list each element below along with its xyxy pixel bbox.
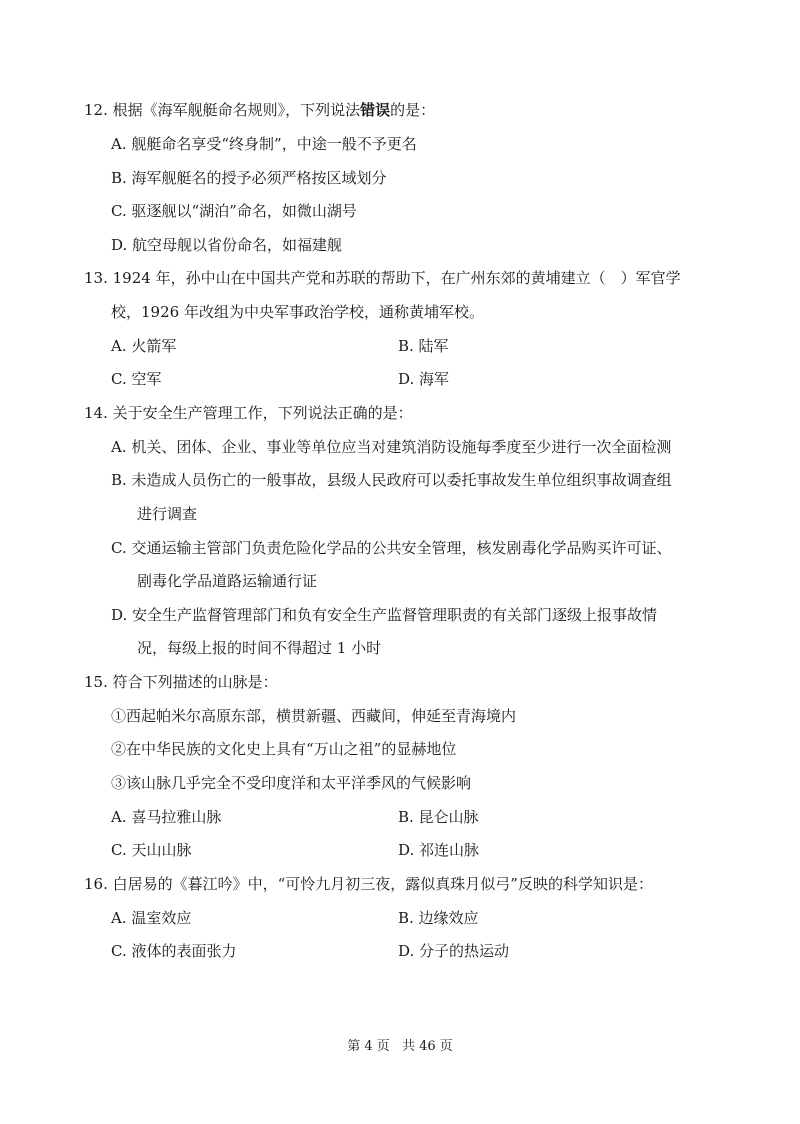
- question-14-option-c-line2: 剧毒化学品道路运输通行证: [137, 572, 318, 590]
- question-12-stem-prefix: 12. 根据《海军舰艇命名规则》，下列说法: [84, 101, 361, 119]
- page-footer: [0, 1038, 800, 1056]
- question-15-option-a: A. 喜马拉雅山脉: [111, 808, 222, 826]
- question-14-option-b-line1: B. 未造成人员伤亡的一般事故，县级人民政府可以委托事故发生单位组织事故调查组: [111, 471, 672, 489]
- question-12-stem-suffix: 的是：: [390, 101, 436, 119]
- question-14-option-d-line1: D. 安全生产监督管理部门和负有安全生产监督管理职责的有关部门逐级上报事故情: [111, 606, 658, 624]
- question-12-stem: [84, 100, 435, 120]
- question-16-option-d: D. 分子的热运动: [398, 942, 510, 960]
- question-15-item-2: ②在中华民族的文化史上具有“万山之祖”的显赫地位: [111, 740, 457, 758]
- question-12-option-b: B. 海军舰艇名的授予必须严格按区域划分: [111, 169, 387, 187]
- question-12-option-d: D. 航空母舰以省份命名，如福建舰: [111, 236, 343, 254]
- question-15-item-3: ③该山脉几乎完全不受印度洋和太平洋季风的气候影响: [111, 774, 472, 792]
- question-14-option-c-line1: C. 交通运输主管部门负责危险化学品的公共安全管理，核发剧毒化学品购买许可证、: [111, 539, 672, 557]
- question-12-option-a: A. 舰艇命名享受“终身制”，中途一般不予更名: [111, 135, 417, 153]
- question-12-option-c: C. 驱逐舰以“湖泊”命名，如微山湖号: [111, 202, 357, 220]
- question-14-option-d-line2: 况，每级上报的时间不得超过 1 小时: [137, 639, 382, 657]
- question-15-stem: 15. 符合下列描述的山脉是：: [84, 673, 278, 691]
- question-14-option-a: A. 机关、团体、企业、事业等单位应当对建筑消防设施每季度至少进行一次全面检测: [111, 438, 672, 456]
- question-13-stem-line1: 13. 1924 年，孙中山在中国共产党和苏联的帮助下，在广州东郊的黄埔建立（ ）军官学: [84, 269, 681, 287]
- question-15-option-d: D. 祁连山脉: [398, 841, 480, 859]
- question-16-stem: 16. 白居易的《暮江吟》中，“可怜九月初三夜，露似真珠月似弓”反映的科学知识是：: [84, 875, 653, 893]
- question-16-option-a: A. 温室效应: [111, 909, 192, 927]
- question-15-item-1: ①西起帕米尔高原东部，横贯新疆、西藏间，伸延至青海境内: [111, 707, 517, 725]
- question-16-option-c: C. 液体的表面张力: [111, 942, 237, 960]
- question-13-option-d: D. 海军: [398, 370, 450, 388]
- question-13-option-a: A. 火箭军: [111, 337, 177, 355]
- question-15-option-b: B. 昆仑山脉: [398, 808, 479, 826]
- page-number: 第 4 页: [347, 1039, 390, 1054]
- question-13-stem-line2: 校，1926 年改组为中央军事政治学校，通称黄埔军校。: [111, 303, 484, 321]
- question-13-option-c: C. 空军: [111, 370, 162, 388]
- question-13-option-b: B. 陆军: [398, 337, 449, 355]
- question-15-option-c: C. 天山山脉: [111, 841, 192, 859]
- question-12-emphasis: 错误: [360, 101, 391, 119]
- question-14-option-b-line2: 进行调查: [137, 505, 198, 523]
- question-16-option-b: B. 边缘效应: [398, 909, 479, 927]
- page-total: 共 46 页: [401, 1039, 453, 1054]
- question-14-stem: 14. 关于安全生产管理工作，下列说法正确的是：: [84, 404, 413, 422]
